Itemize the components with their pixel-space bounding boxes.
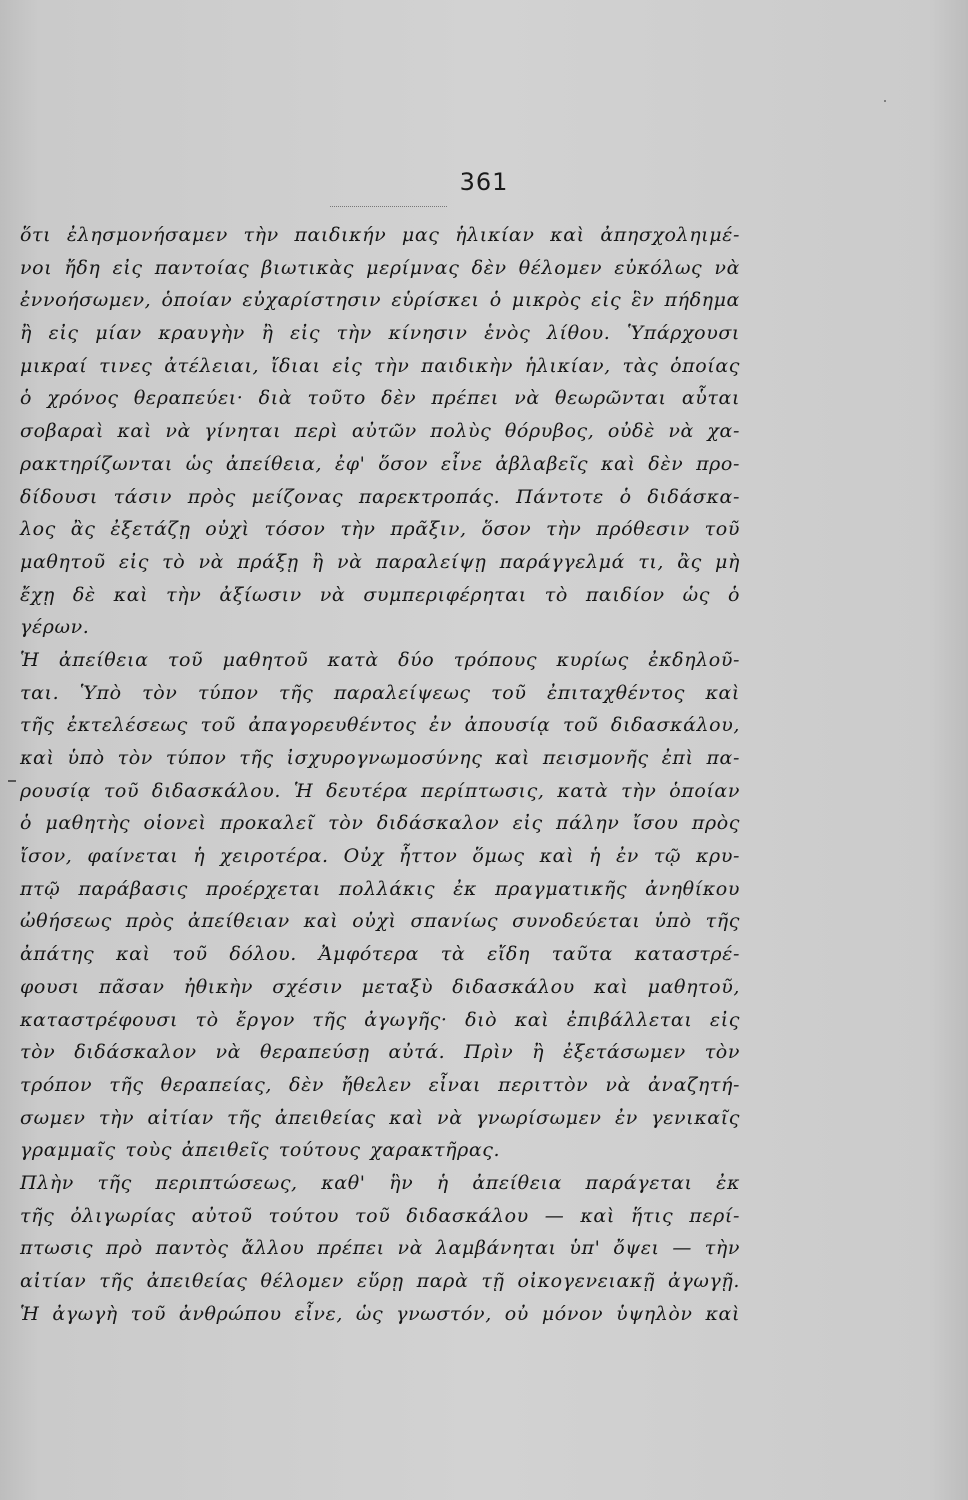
text-line: γέρων. [20,616,90,639]
text-line: ἀπάτης καὶ τοῦ δόλου. Ἀμφότερα τὰ εἴδη ταῦτα καταστρέ- [20,943,740,966]
text-line: πτῷ παράβασις προέρχεται πολλάκις ἐκ πραγματικῆς ἀνηθίκου [20,877,740,900]
margin-dash [8,780,16,782]
text-line: σωμεν τὴν αἰτίαν τῆς ἀπειθείας καὶ νὰ γνωρίσωμεν ἐν γενικαῖς [20,1106,740,1129]
text-line: ὅτι ἐλησμονήσαμεν τὴν παιδικήν μας ἡλικίαν καὶ ἀπησχοληιμέ- [20,224,740,246]
text-line: δίδουσι τάσιν πρὸς μείζονας παρεκτροπάς. Πάντοτε ὁ διδάσκα- [20,485,740,508]
text-line: ται. Ὑπὸ τὸν τύπον τῆς παραλείψεως τοῦ ἐπιταχθέντος καὶ [20,681,740,704]
text-line: τῆς ἐκτελέσεως τοῦ ἀπαγορευθέντος ἐν ἀπουσίᾳ τοῦ διδασκάλου, [20,714,740,737]
text-line: πτωσις πρὸ παντὸς ἄλλου πρέπει νὰ λαμβάνηται ὑπ' ὄψει — τὴν [20,1237,740,1260]
text-line: Πλὴν τῆς περιπτώσεως, καθ' ἣν ἡ ἀπείθεια παράγεται ἐκ [20,1171,740,1194]
text-line: ὠθήσεως πρὸς ἀπείθειαν καὶ οὐχὶ σπανίως συνοδεύεται ὑπὸ τῆς [20,910,740,933]
text-line: ἴσον, φαίνεται ἡ χειροτέρα. Οὐχ ἧττον ὅμως καὶ ἡ ἐν τῷ κρυ- [20,845,740,868]
text-line: ἢ εἰς μίαν κραυγὴν ἢ εἰς τὴν κίνησιν ἑνὸς λίθου. Ὑπάρχουσι [20,322,740,345]
text-line: Ἡ ἀγωγὴ τοῦ ἀνθρώπου εἶνε, ὡς γνωστόν, οὐ μόνον ὑψηλὸν καὶ [20,1302,740,1325]
paper-speck [884,100,886,102]
page-number: 361 [459,168,509,196]
text-line: ἐννοήσωμεν, ὁποίαν εὐχαρίστησιν εὑρίσκει ὁ μικρὸς εἰς ἓν πήδημα [20,289,740,312]
header-rule [330,206,447,207]
text-line: τρόπον τῆς θεραπείας, δὲν ἤθελεν εἶναι περιττὸν νὰ ἀναζητή- [20,1073,740,1096]
text-line: καταστρέφουσι τὸ ἔργον τῆς ἀγωγῆς· διὸ καὶ ἐπιβάλλεται εἰς [20,1008,740,1031]
body-text [20,219,740,1330]
text-line: ρουσίᾳ τοῦ διδασκάλου. Ἡ δευτέρα περίπτωσις, κατὰ τὴν ὁποίαν [20,779,740,802]
text-line: Ἡ ἀπείθεια τοῦ μαθητοῦ κατὰ δύο τρόπους κυρίως ἐκδηλοῦ- [20,648,740,671]
text-line: νοι ἤδη εἰς παντοίας βιωτικὰς μερίμνας δὲν θέλομεν εὐκόλως νὰ [20,256,740,279]
text-line: τῆς ὀλιγωρίας αὐτοῦ τούτου τοῦ διδασκάλου — καὶ ἥτις περί- [20,1204,740,1227]
text-line: γραμμαῖς τοὺς ἀπειθεῖς τούτους χαρακτῆρας. [20,1139,501,1162]
text-line: μικραί τινες ἀτέλειαι, ἴδιαι εἰς τὴν παιδικὴν ἡλικίαν, τὰς ὁποίας [20,354,740,377]
text-line: καὶ ὑπὸ τὸν τύπον τῆς ἰσχυρογνωμοσύνης καὶ πεισμονῆς ἐπὶ πα- [20,747,740,769]
text-line: ρακτηρίζωνται ὡς ἀπείθεια, ἐφ' ὅσον εἶνε ἀβλαβεῖς καὶ δὲν προ- [20,452,740,475]
text-line: μαθητοῦ εἰς τὸ νὰ πράξῃ ἢ νὰ παραλείψῃ παράγγελμά τι, ἂς μὴ [20,550,740,573]
text-line: λος ἂς ἐξετάζῃ οὐχὶ τόσον τὴν πρᾶξιν, ὅσον τὴν πρόθεσιν τοῦ [20,518,740,541]
text-line: ὁ μαθητὴς οἱονεὶ προκαλεῖ τὸν διδάσκαλον εἰς πάλην ἴσου πρὸς [20,812,740,835]
text-line: σοβαραὶ καὶ νὰ γίνηται περὶ αὐτῶν πολὺς θόρυβος, οὐδὲ νὰ χα- [20,420,740,443]
text-line: αἰτίαν τῆς ἀπειθείας θέλομεν εὕρῃ παρὰ τῇ οἰκογενειακῇ ἀγωγῇ. [20,1270,740,1292]
text-line: ὁ χρόνος θεραπεύει· διὰ τοῦτο δὲν πρέπει νὰ θεωρῶνται αὗται [20,387,740,410]
text-line: φουσι πᾶσαν ἠθικὴν σχέσιν μεταξὺ διδασκάλου καὶ μαθητοῦ, [20,975,740,998]
text-line: τὸν διδάσκαλον νὰ θεραπεύσῃ αὐτά. Πρὶν ἢ ἐξετάσωμεν τὸν [20,1041,740,1064]
text-line: ἔχῃ δὲ καὶ τὴν ἀξίωσιν νὰ συμπεριφέρηται τὸ παιδίον ὡς ὁ [20,583,740,606]
